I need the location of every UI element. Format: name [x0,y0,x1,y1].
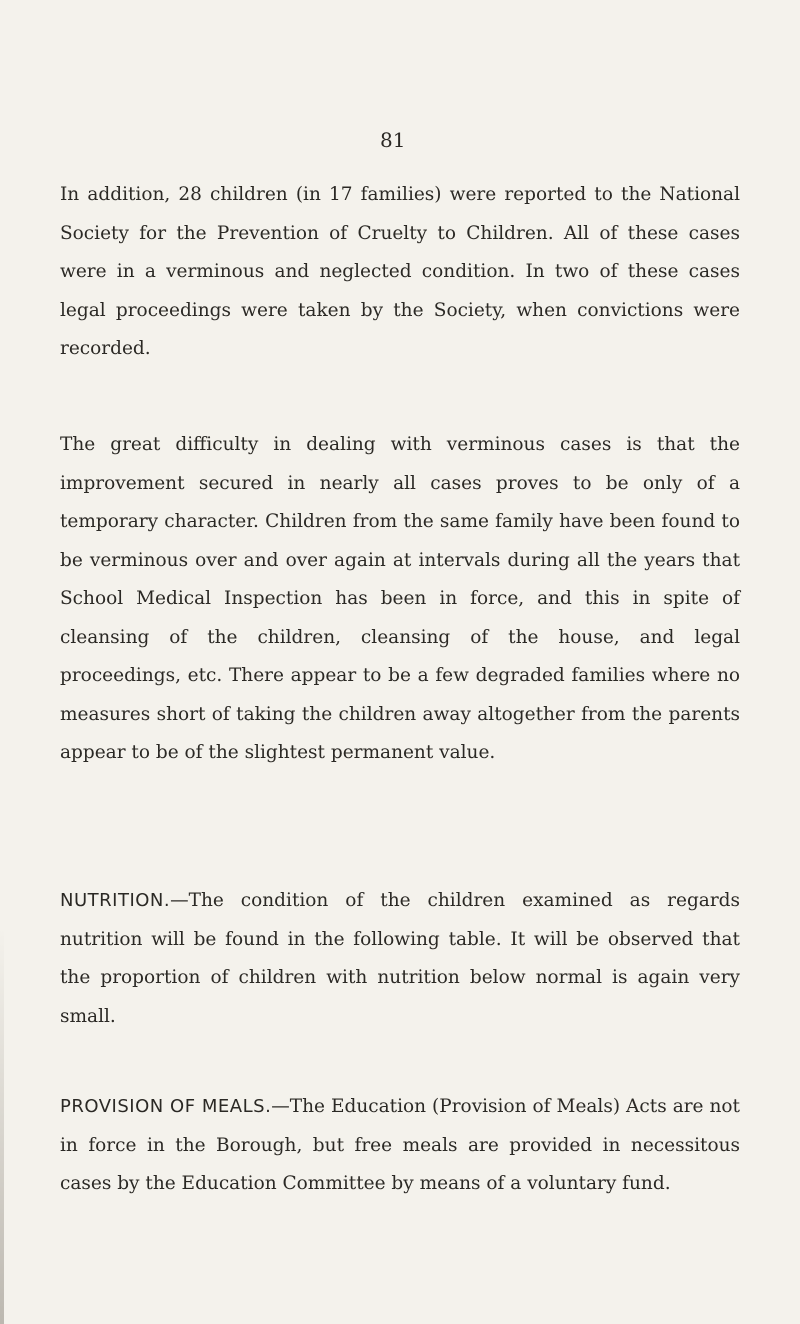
paragraph-text: —The Education (Provision of Meals) Acts are not in force in the Borough, but free meals are provided in necessitous cases by the Education Committee by means of a voluntary fund. [60,1096,740,1194]
page-edge-shadow [0,0,4,1324]
paragraph-nspcc-referrals [60,176,740,369]
page-number: 81 [380,128,406,152]
section-heading-nutrition: NUTRITION. [60,890,171,911]
paragraph-provision-of-meals [60,1088,740,1204]
section-heading-provision-of-meals: PROVISION OF MEALS. [60,1096,272,1117]
paragraph-verminous-difficulty [60,426,740,773]
paragraph-text: In addition, 28 children (in 17 families) were reported to the National Society for the Prevention of Cruelty to Children. All of these cases were in a verminous and neglected condition. In two of these cases legal proceedings were taken by the Society, when convictions were recorded. [60,184,740,359]
paragraph-text: The great difficulty in dealing with verminous cases is that the improvement secured in nearly all cases proves to be only of a temporary character. Children from the same family have been found to be verminous over and over again at intervals during all the years that School Medical Inspection has been in force, and this in spite of cleansing of the children, cleansing of the house, and legal proceedings, etc. There appear to be a few degraded families where no measures short of taking the children away altogether from the parents appear to be of the slightest permanent value. [60,434,740,763]
paragraph-nutrition [60,882,740,1036]
paragraph-text: —The condition of the children examined as regards nutrition will be found in the following table. It will be observed that the proportion of children with nutrition below normal is again very small. [60,890,740,1027]
